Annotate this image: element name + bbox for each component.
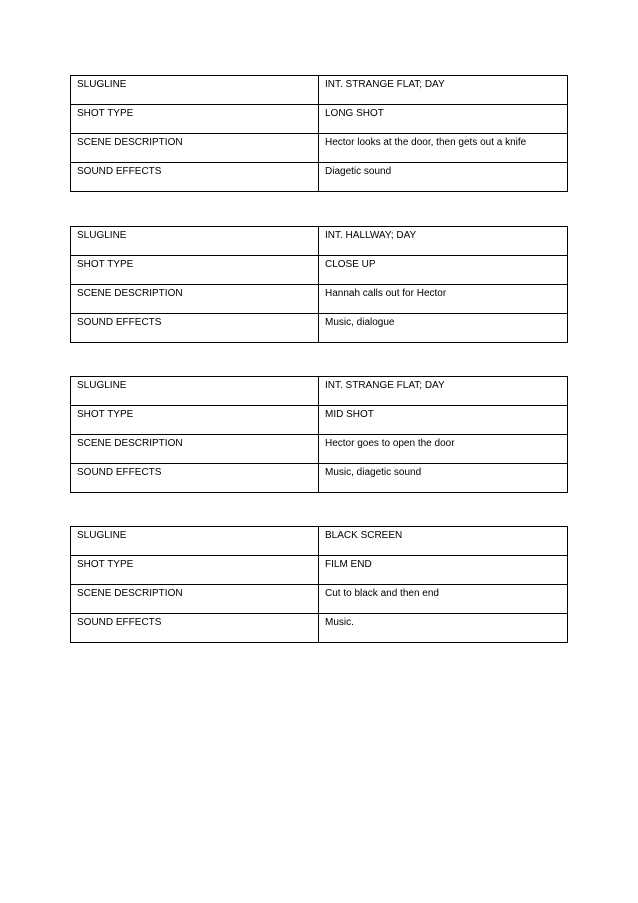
row-value: Hector looks at the door, then gets out a knife: [319, 134, 568, 163]
sound-effects-row: [71, 464, 568, 493]
row-value: MID SHOT: [319, 406, 568, 435]
row-label: SOUND EFFECTS: [71, 163, 319, 192]
row-label: SCENE DESCRIPTION: [71, 285, 319, 314]
slugline-row: [71, 76, 568, 105]
row-label: SLUGLINE: [71, 527, 319, 556]
shot-table-3: [70, 376, 568, 493]
scene-description-row: [71, 585, 568, 614]
row-label: SHOT TYPE: [71, 556, 319, 585]
shot-table-1: [70, 75, 568, 192]
row-label: SCENE DESCRIPTION: [71, 585, 319, 614]
row-value: Diagetic sound: [319, 163, 568, 192]
row-label: SLUGLINE: [71, 76, 319, 105]
sound-effects-row: [71, 314, 568, 343]
row-label: SCENE DESCRIPTION: [71, 435, 319, 464]
row-value: CLOSE UP: [319, 256, 568, 285]
row-value: Music, dialogue: [319, 314, 568, 343]
row-value: Music.: [319, 614, 568, 643]
row-label: SOUND EFFECTS: [71, 614, 319, 643]
row-label: SOUND EFFECTS: [71, 464, 319, 493]
sound-effects-row: [71, 614, 568, 643]
row-label: SHOT TYPE: [71, 256, 319, 285]
row-label: SHOT TYPE: [71, 406, 319, 435]
slugline-row: [71, 527, 568, 556]
row-value: Music, diagetic sound: [319, 464, 568, 493]
shot-type-row: [71, 105, 568, 134]
row-value: Cut to black and then end: [319, 585, 568, 614]
shot-type-row: [71, 556, 568, 585]
slugline-row: [71, 227, 568, 256]
row-label: SHOT TYPE: [71, 105, 319, 134]
row-value: LONG SHOT: [319, 105, 568, 134]
row-label: SLUGLINE: [71, 227, 319, 256]
shot-type-row: [71, 256, 568, 285]
shot-table-2: [70, 226, 568, 343]
row-value: INT. STRANGE FLAT; DAY: [319, 76, 568, 105]
slugline-row: [71, 377, 568, 406]
row-value: BLACK SCREEN: [319, 527, 568, 556]
row-label: SOUND EFFECTS: [71, 314, 319, 343]
row-value: INT. HALLWAY; DAY: [319, 227, 568, 256]
row-label: SLUGLINE: [71, 377, 319, 406]
scene-description-row: [71, 134, 568, 163]
shot-table-4: [70, 526, 568, 643]
scene-description-row: [71, 285, 568, 314]
row-value: INT. STRANGE FLAT; DAY: [319, 377, 568, 406]
row-label: SCENE DESCRIPTION: [71, 134, 319, 163]
scene-description-row: [71, 435, 568, 464]
row-value: Hector goes to open the door: [319, 435, 568, 464]
row-value: FILM END: [319, 556, 568, 585]
row-value: Hannah calls out for Hector: [319, 285, 568, 314]
shot-type-row: [71, 406, 568, 435]
sound-effects-row: [71, 163, 568, 192]
